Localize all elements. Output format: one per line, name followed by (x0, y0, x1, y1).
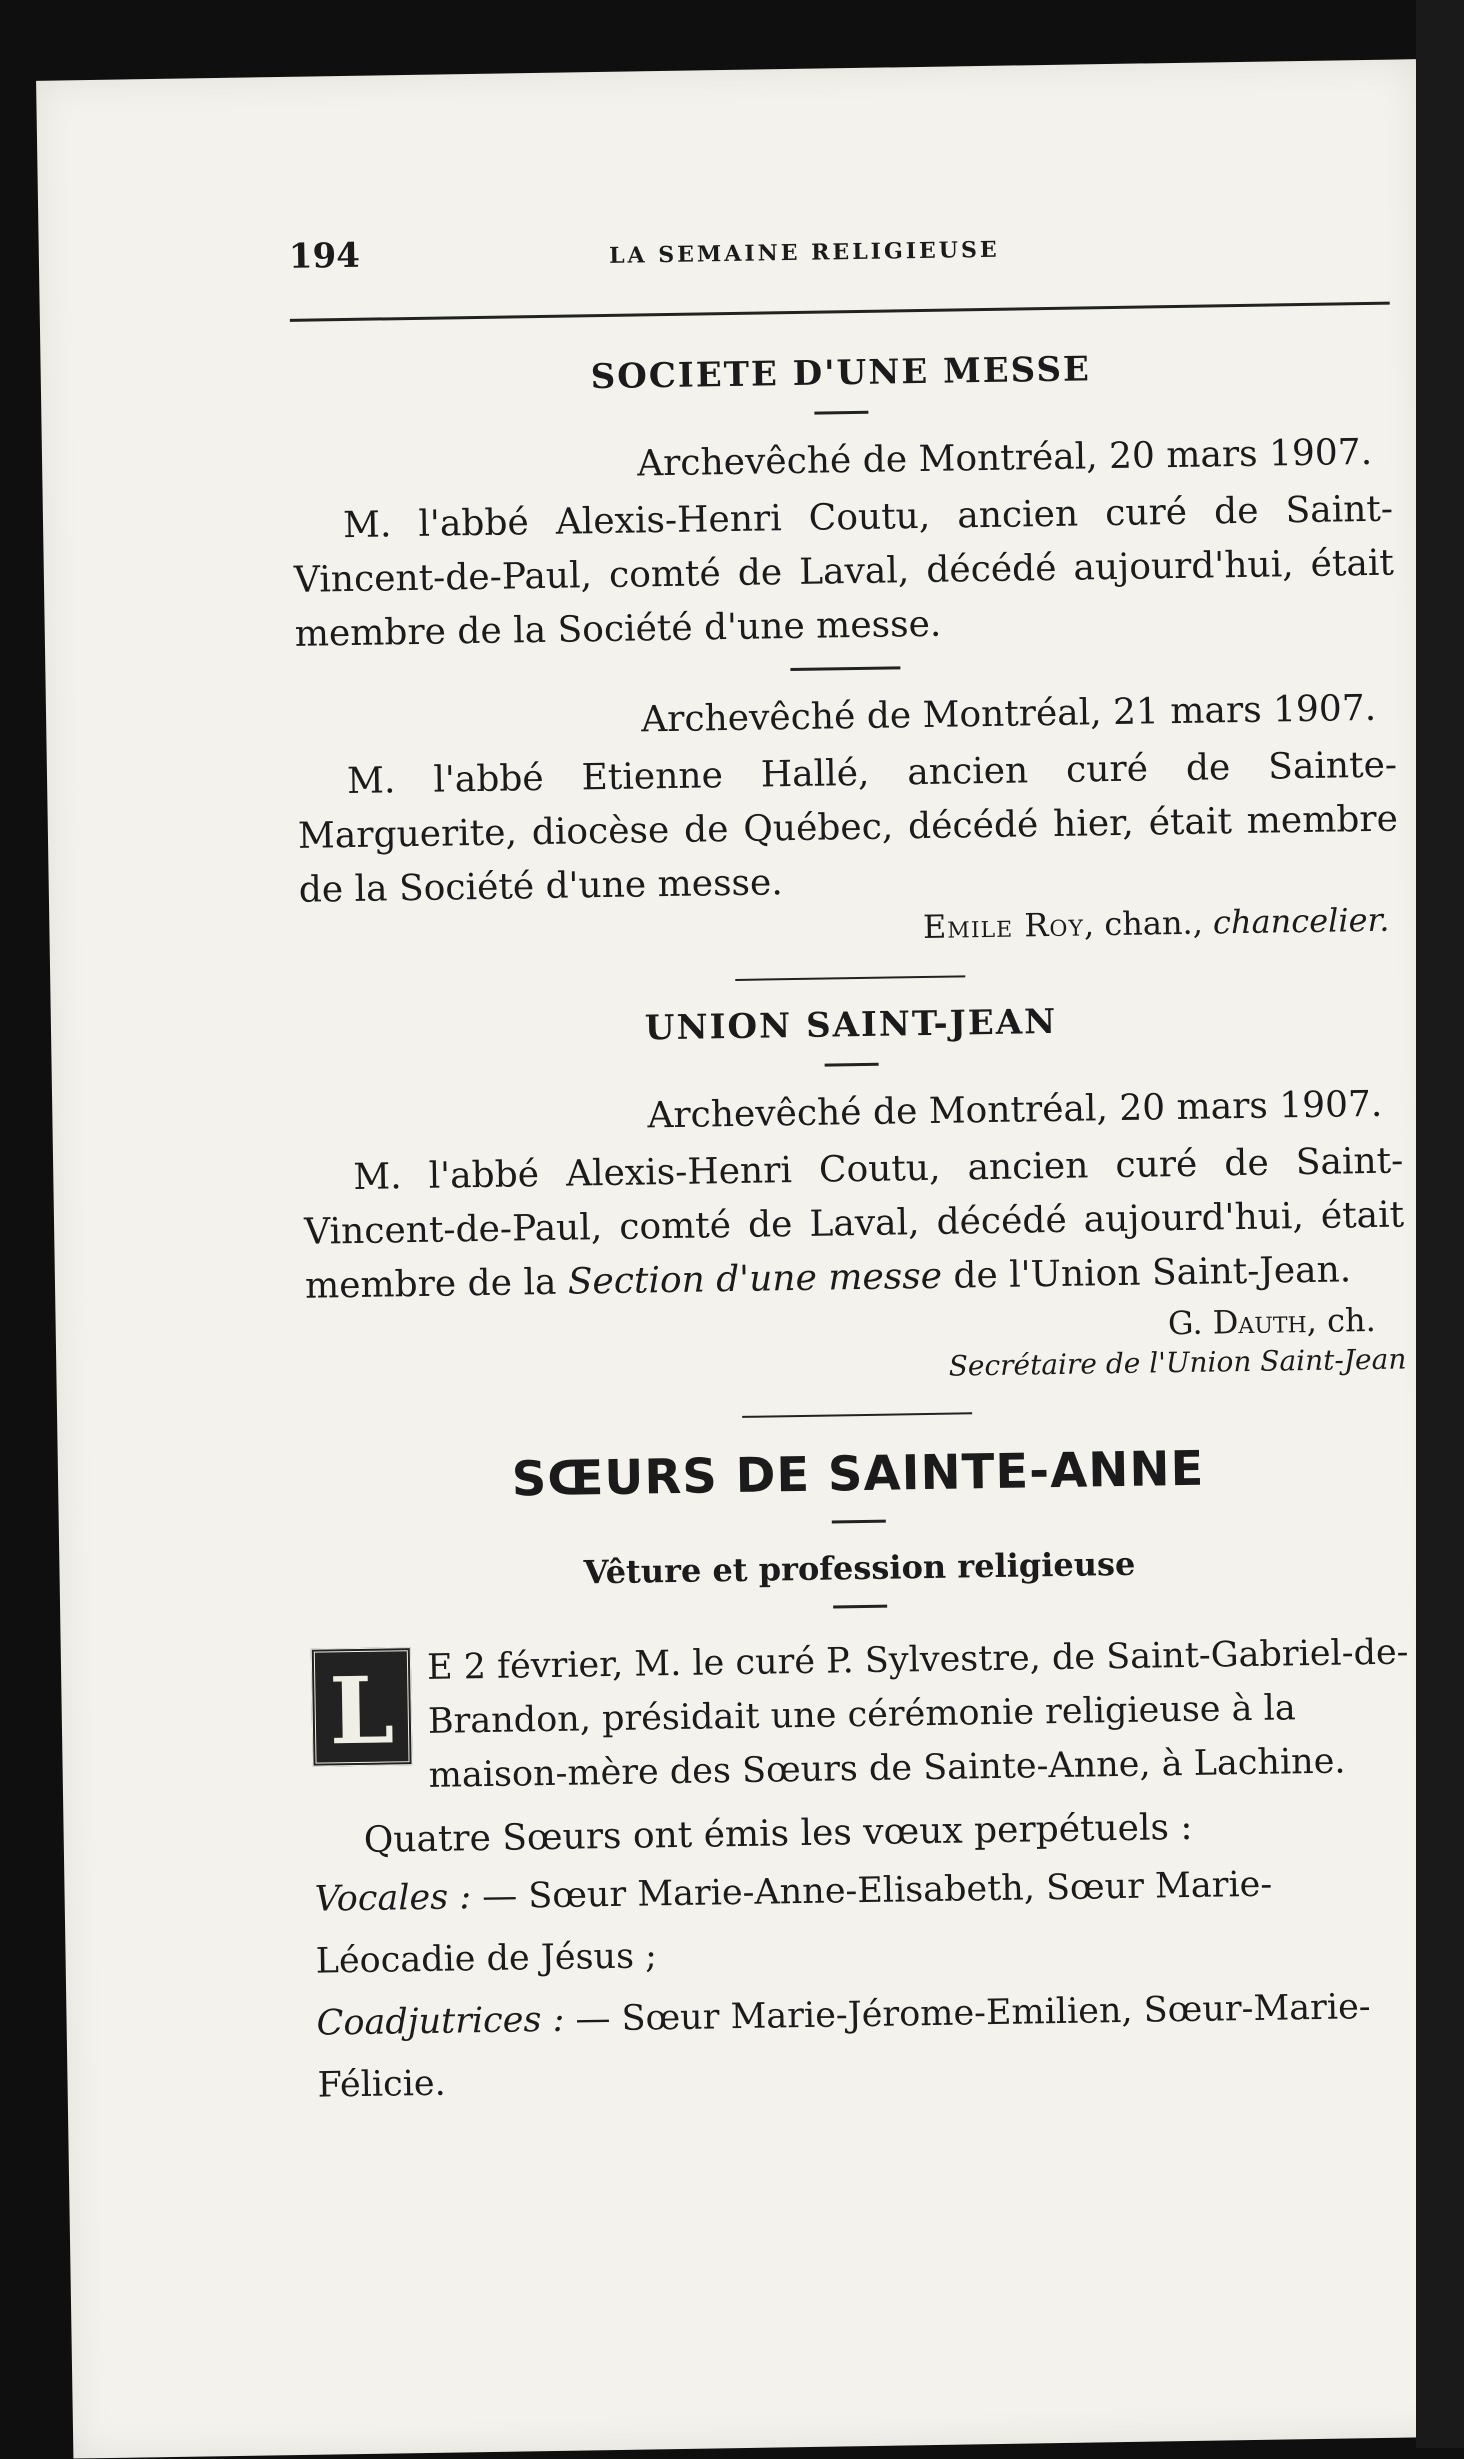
page-number: 194 (288, 235, 361, 277)
scan-border (1416, 0, 1464, 2448)
union-signature-title: Secrétaire de l'Union Saint-Jean (948, 1342, 1407, 1383)
section-divider (735, 975, 965, 981)
signature-name: G. Dauth (1167, 1302, 1307, 1343)
union-dateline: Archevêché de Montréal, 20 mars 1907. (647, 1083, 1383, 1137)
signature-rest: , chan., (1083, 903, 1214, 944)
soeurs-text-1: E 2 février, M. le curé P. Sylvestre, de Saint-Gabriel-de-Brandon, présidait une cérémonie religieuse à la maison-mère des Sœurs de Sainte-Anne, à Lachine. (426, 1632, 1409, 1796)
document-page (36, 59, 1453, 2458)
divider (814, 411, 868, 415)
divider (832, 1520, 886, 1524)
soeurs-title: SŒURS DE SAINTE-ANNE (511, 1440, 1205, 1508)
societe-dateline-1: Archevêché de Montréal, 20 mars 1907. (636, 431, 1373, 485)
soeurs-paragraph-2: Quatre Sœurs ont émis les vœux perpétuels : (363, 1806, 1193, 1861)
divider (833, 1605, 887, 1609)
signature-name: Emile Roy (922, 905, 1085, 947)
coadjutrices-label: Coadjutrices : (316, 1999, 565, 2044)
soeurs-paragraph-1 (311, 1625, 1413, 1804)
page-content (289, 220, 1418, 2117)
coadjutrices-line (316, 1975, 1418, 2116)
union-text-italic: Section d'une messe (567, 1255, 943, 1303)
soeurs-subtitle: Vêture et profession religieuse (583, 1544, 1136, 1592)
societe-entry-1: M. l'abbé Alexis-Henri Coutu, ancien curé de Saint-Vincent-de-Paul, comté de Laval, décédé aujourd'hui, était membre de la Société d'une messe. (293, 488, 1395, 655)
vocales-text: — Sœur Marie-Anne-Elisabeth, Sœur Marie-Léocadie de Jésus ; (315, 1864, 1273, 1982)
union-title: UNION SAINT-JEAN (644, 1001, 1058, 1049)
signature-title: chancelier. (1212, 900, 1390, 942)
union-text-before: M. l'abbé Alexis-Henri Coutu, ancien curé de Saint-Vincent-de-Paul, comté de Laval, décédé aujourd'hui, était membre de la (303, 1140, 1405, 1307)
signature-rest: , ch. (1306, 1300, 1377, 1341)
union-entry (303, 1135, 1405, 1314)
divider (825, 1063, 879, 1067)
section-divider (742, 1412, 972, 1418)
coadjutrices-text: — Sœur Marie-Jérome-Emilien, Sœur-Marie-Félicie. (317, 1987, 1371, 2106)
union-text-after: de l'Union Saint-Jean. (941, 1249, 1352, 1297)
societe-title: SOCIETE D'UNE MESSE (590, 349, 1092, 398)
vocales-label: Vocales : (314, 1877, 472, 1920)
dropcap-letter: L (311, 1647, 413, 1767)
societe-entry-2: M. l'abbé Etienne Hallé, ancien curé de Sainte-Marguerite, diocèse de Québec, décédé hier, était membre de la Société d'une messe. (297, 744, 1399, 911)
vocales-line (314, 1851, 1416, 1992)
divider (790, 666, 900, 671)
running-title: LA SEMAINE RELIGIEUSE (608, 236, 1000, 269)
societe-dateline-2: Archevêché de Montréal, 21 mars 1907. (640, 687, 1377, 741)
page-header (289, 220, 1390, 322)
